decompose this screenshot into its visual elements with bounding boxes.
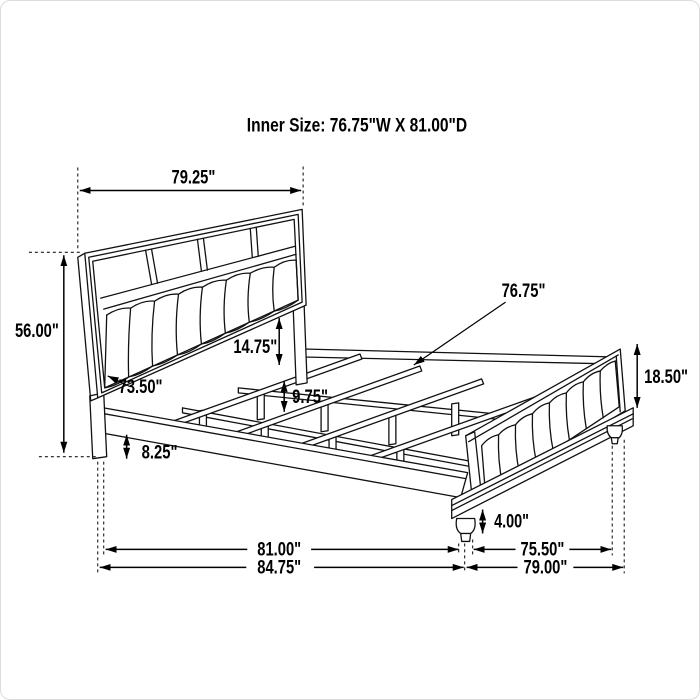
dim-footboard-height — [637, 344, 688, 408]
dim-foot-height — [483, 510, 529, 534]
dim-label-inner-width: 76.75" — [501, 281, 546, 303]
dim-label-footboard-inner-width: 75.50" — [520, 539, 565, 561]
dim-label-footboard-overall-width: 79.00" — [523, 557, 568, 579]
dim-label-overall-depth: 84.75" — [257, 557, 302, 579]
dim-label-inner-depth: 81.00" — [257, 539, 302, 561]
dim-headboard-width — [80, 167, 301, 190]
headboard-near-leg — [90, 393, 107, 459]
dim-label-rail-floor-clearance: 8.25" — [141, 442, 178, 464]
diagram-title: Inner Size: 76.75"W X 81.00"D — [246, 115, 468, 137]
far-bun-foot — [607, 426, 622, 438]
dim-label-side-rail-length: 73.50" — [118, 376, 163, 398]
near-bun-foot — [456, 519, 475, 534]
dim-overall-depth — [100, 557, 464, 578]
dim-label-footboard-height: 18.50" — [644, 366, 689, 388]
dim-label-foot-height: 4.00" — [494, 511, 529, 533]
dim-label-headboard-clearance: 14.75" — [233, 336, 278, 358]
dim-label-headboard-height: 56.00" — [14, 321, 59, 343]
headboard-far-leg — [293, 305, 307, 385]
dim-label-slat-leg-height: 9.75" — [292, 386, 329, 408]
dim-footboard-overall-width — [467, 557, 624, 578]
bed-dimension-drawing — [1, 1, 699, 699]
dim-label-headboard-width: 79.25" — [171, 167, 216, 189]
footboard — [452, 349, 633, 541]
dim-headboard-height — [15, 255, 64, 452]
